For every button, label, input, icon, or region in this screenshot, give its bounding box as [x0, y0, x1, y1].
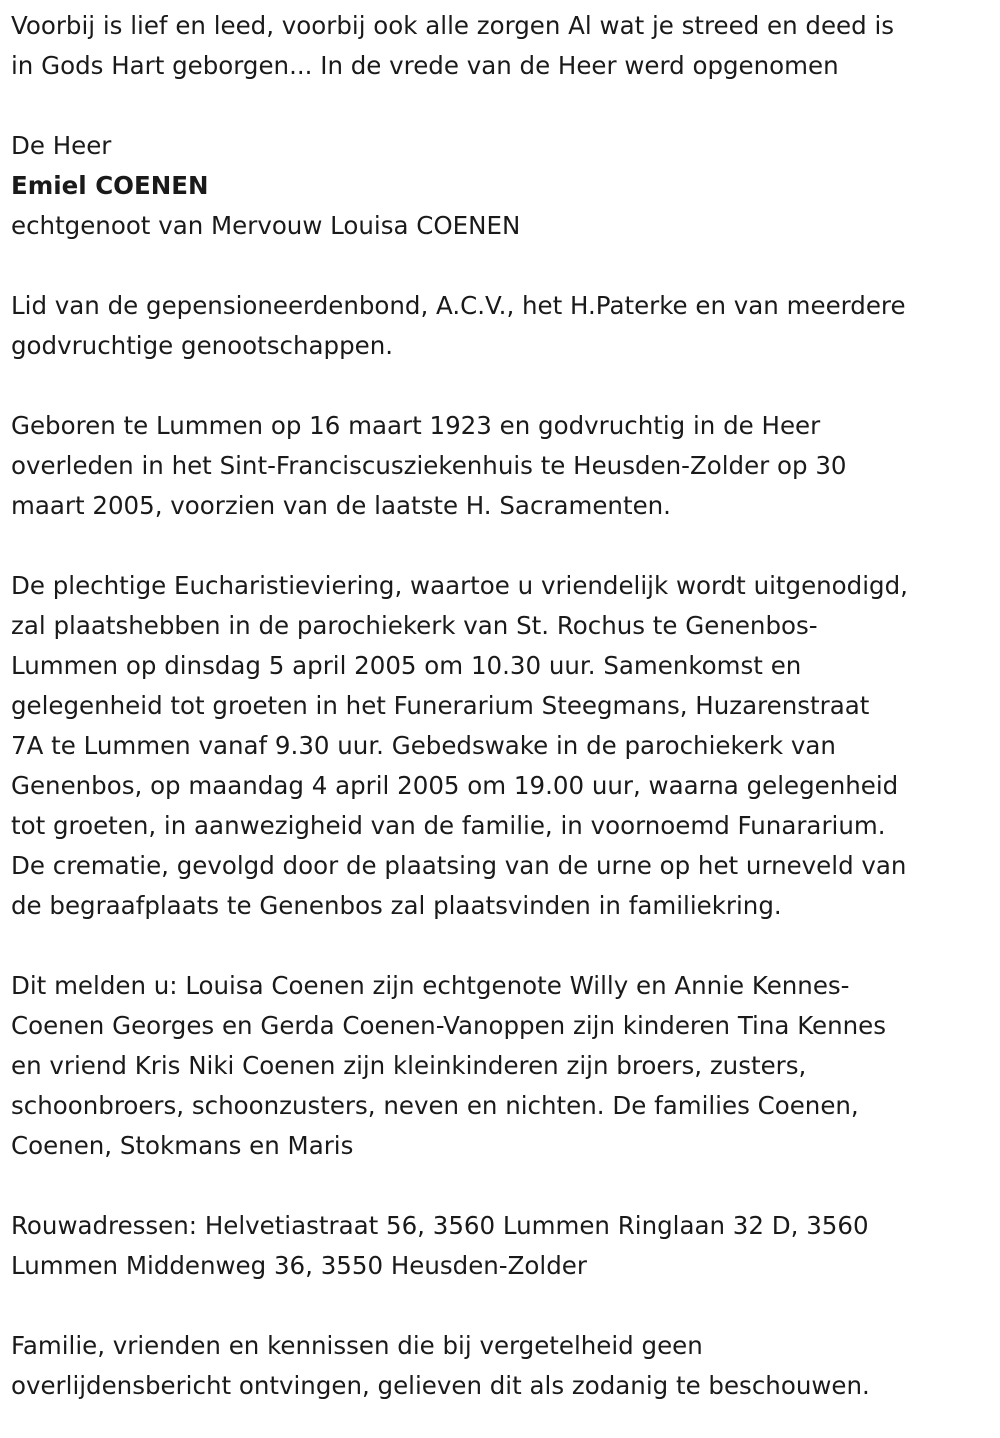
paragraph-gap	[11, 1166, 986, 1206]
membership-line: godvruchtige genootschappen.	[11, 331, 394, 360]
membership-paragraph	[11, 286, 986, 366]
closing-line: Familie, vrienden en kennissen die bij vergetelheid geen	[11, 1331, 703, 1360]
birth-death-line: Geboren te Lummen op 16 maart 1923 en godvruchtig in de Heer	[11, 411, 821, 440]
family-line: Coenen, Stokmans en Maris	[11, 1131, 354, 1160]
addresses-paragraph	[11, 1206, 986, 1286]
birth-death-paragraph	[11, 406, 986, 526]
ceremony-line: de begraafplaats te Genenbos zal plaatsvinden in familiekring.	[11, 891, 782, 920]
ceremony-line: 7A te Lummen vanaf 9.30 uur. Gebedswake in de parochiekerk van	[11, 731, 836, 760]
paragraph-gap	[11, 926, 986, 966]
family-line: schoonbroers, schoonzusters, neven en nichten. De families Coenen,	[11, 1091, 859, 1120]
ceremony-line: tot groeten, in aanwezigheid van de familie, in voornoemd Funararium.	[11, 811, 886, 840]
spouse-line: echtgenoot van Mervouw Louisa COENEN	[11, 211, 521, 240]
address-line: Rouwadressen: Helvetiastraat 56, 3560 Lummen Ringlaan 32 D, 3560	[11, 1211, 869, 1240]
intro-verse	[11, 6, 986, 86]
closing-paragraph	[11, 1326, 986, 1406]
family-line: en vriend Kris Niki Coenen zijn kleinkinderen zijn broers, zusters,	[11, 1051, 807, 1080]
paragraph-gap	[11, 246, 986, 286]
birth-death-line: overleden in het Sint-Franciscusziekenhuis te Heusden-Zolder op 30	[11, 451, 847, 480]
paragraph-gap	[11, 366, 986, 406]
ceremony-line: zal plaatshebben in de parochiekerk van St. Rochus te Genenbos-	[11, 611, 818, 640]
intro-line: Voorbij is lief en leed, voorbij ook alle zorgen Al wat je streed en deed is	[11, 11, 895, 40]
intro-line: in Gods Hart geborgen... In de vrede van de Heer werd opgenomen	[11, 51, 839, 80]
birth-death-line: maart 2005, voorzien van de laatste H. Sacramenten.	[11, 491, 671, 520]
ceremony-line: Genenbos, op maandag 4 april 2005 om 19.00 uur, waarna gelegenheid	[11, 771, 899, 800]
address-line: Lummen Middenweg 36, 3550 Heusden-Zolder	[11, 1251, 587, 1280]
membership-line: Lid van de gepensioneerdenbond, A.C.V., het H.Paterke en van meerdere	[11, 291, 906, 320]
salutation: De Heer	[11, 131, 112, 160]
paragraph-gap	[11, 526, 986, 566]
closing-line: overlijdensbericht ontvingen, gelieven dit als zodanig te beschouwen.	[11, 1371, 870, 1400]
ceremony-line: gelegenheid tot groeten in het Funerarium Steegmans, Huzarenstraat	[11, 691, 870, 720]
deceased-name: Emiel COENEN	[11, 171, 209, 200]
family-paragraph	[11, 966, 986, 1166]
ceremony-line: Lummen op dinsdag 5 april 2005 om 10.30 uur. Samenkomst en	[11, 651, 802, 680]
ceremony-paragraph	[11, 566, 986, 926]
paragraph-gap	[11, 1286, 986, 1326]
family-line: Dit melden u: Louisa Coenen zijn echtgenote Willy en Annie Kennes-	[11, 971, 850, 1000]
ceremony-line: De plechtige Eucharistieviering, waartoe u vriendelijk wordt uitgenodigd,	[11, 571, 908, 600]
family-line: Coenen Georges en Gerda Coenen-Vanoppen zijn kinderen Tina Kennes	[11, 1011, 887, 1040]
paragraph-gap	[11, 86, 986, 126]
ceremony-line: De crematie, gevolgd door de plaatsing van de urne op het urneveld van	[11, 851, 907, 880]
